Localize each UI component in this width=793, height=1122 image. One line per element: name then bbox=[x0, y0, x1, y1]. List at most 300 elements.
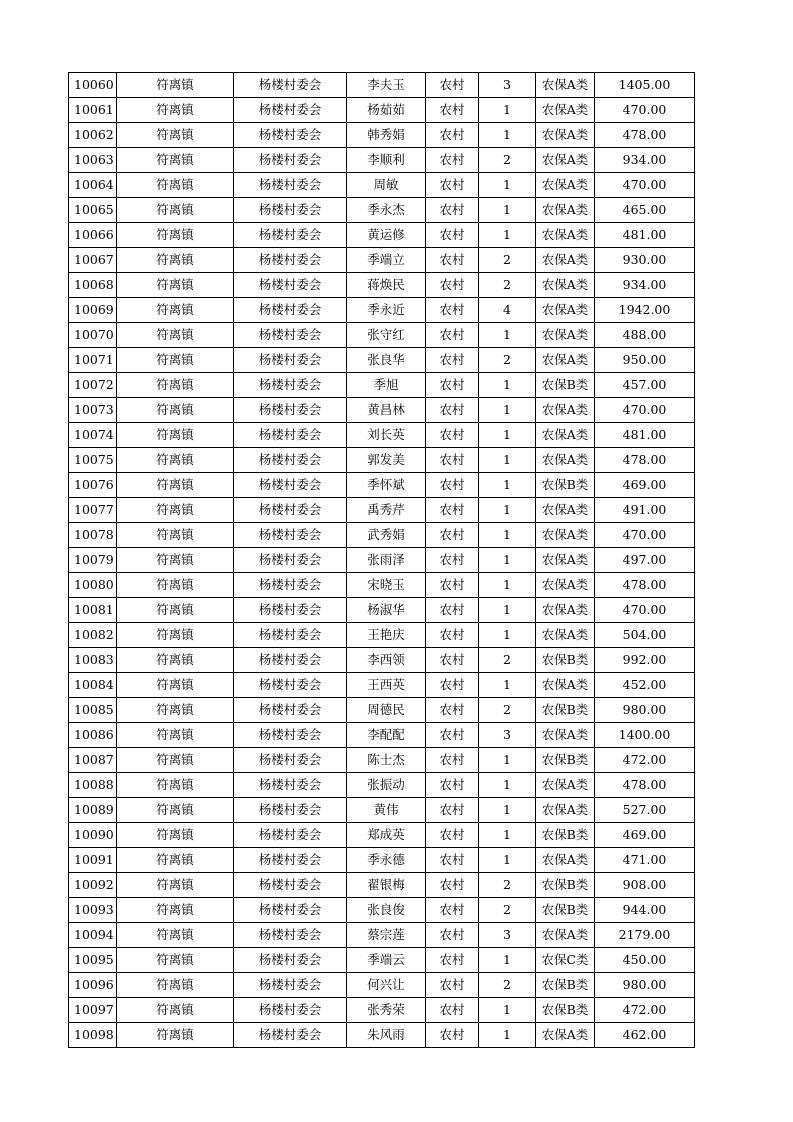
household-size-cell: 2 bbox=[479, 898, 536, 923]
name-cell: 黄运修 bbox=[347, 223, 426, 248]
town-cell: 符离镇 bbox=[117, 448, 234, 473]
amount-cell: 469.00 bbox=[595, 823, 695, 848]
record-id-cell: 10090 bbox=[69, 823, 117, 848]
record-id-cell: 10088 bbox=[69, 773, 117, 798]
amount-cell: 457.00 bbox=[595, 373, 695, 398]
table-body bbox=[69, 73, 695, 1048]
name-cell: 武秀娟 bbox=[347, 523, 426, 548]
name-cell: 朱风雨 bbox=[347, 1023, 426, 1048]
household-size-cell: 1 bbox=[479, 373, 536, 398]
record-id-cell: 10075 bbox=[69, 448, 117, 473]
name-cell: 宋晓玉 bbox=[347, 573, 426, 598]
insurance-category-cell: 农保B类 bbox=[536, 998, 595, 1023]
town-cell: 符离镇 bbox=[117, 773, 234, 798]
area-type-cell: 农村 bbox=[426, 773, 479, 798]
name-cell: 陈士杰 bbox=[347, 748, 426, 773]
town-cell: 符离镇 bbox=[117, 623, 234, 648]
area-type-cell: 农村 bbox=[426, 548, 479, 573]
village-committee-cell: 杨楼村委会 bbox=[234, 973, 347, 998]
insurance-category-cell: 农保A类 bbox=[536, 798, 595, 823]
village-committee-cell: 杨楼村委会 bbox=[234, 373, 347, 398]
area-type-cell: 农村 bbox=[426, 248, 479, 273]
village-committee-cell: 杨楼村委会 bbox=[234, 898, 347, 923]
town-cell: 符离镇 bbox=[117, 548, 234, 573]
record-id-cell: 10089 bbox=[69, 798, 117, 823]
amount-cell: 934.00 bbox=[595, 148, 695, 173]
amount-cell: 470.00 bbox=[595, 598, 695, 623]
village-committee-cell: 杨楼村委会 bbox=[234, 548, 347, 573]
table-row bbox=[69, 148, 695, 173]
record-id-cell: 10065 bbox=[69, 198, 117, 223]
amount-cell: 470.00 bbox=[595, 98, 695, 123]
town-cell: 符离镇 bbox=[117, 998, 234, 1023]
amount-cell: 470.00 bbox=[595, 398, 695, 423]
village-committee-cell: 杨楼村委会 bbox=[234, 223, 347, 248]
village-committee-cell: 杨楼村委会 bbox=[234, 523, 347, 548]
table-row bbox=[69, 623, 695, 648]
amount-cell: 1942.00 bbox=[595, 298, 695, 323]
amount-cell: 504.00 bbox=[595, 623, 695, 648]
table-row bbox=[69, 298, 695, 323]
record-id-cell: 10064 bbox=[69, 173, 117, 198]
amount-cell: 450.00 bbox=[595, 948, 695, 973]
village-committee-cell: 杨楼村委会 bbox=[234, 773, 347, 798]
town-cell: 符离镇 bbox=[117, 598, 234, 623]
insurance-category-cell: 农保A类 bbox=[536, 848, 595, 873]
amount-cell: 944.00 bbox=[595, 898, 695, 923]
record-id-cell: 10070 bbox=[69, 323, 117, 348]
name-cell: 张守红 bbox=[347, 323, 426, 348]
village-committee-cell: 杨楼村委会 bbox=[234, 423, 347, 448]
amount-cell: 934.00 bbox=[595, 273, 695, 298]
insurance-category-cell: 农保A类 bbox=[536, 448, 595, 473]
name-cell: 季端云 bbox=[347, 948, 426, 973]
household-size-cell: 1 bbox=[479, 1023, 536, 1048]
table-row bbox=[69, 573, 695, 598]
town-cell: 符离镇 bbox=[117, 198, 234, 223]
insurance-category-cell: 农保B类 bbox=[536, 373, 595, 398]
village-committee-cell: 杨楼村委会 bbox=[234, 723, 347, 748]
household-size-cell: 1 bbox=[479, 573, 536, 598]
household-size-cell: 3 bbox=[479, 73, 536, 98]
village-committee-cell: 杨楼村委会 bbox=[234, 98, 347, 123]
town-cell: 符离镇 bbox=[117, 823, 234, 848]
insurance-category-cell: 农保A类 bbox=[536, 123, 595, 148]
area-type-cell: 农村 bbox=[426, 923, 479, 948]
town-cell: 符离镇 bbox=[117, 473, 234, 498]
amount-cell: 497.00 bbox=[595, 548, 695, 573]
village-committee-cell: 杨楼村委会 bbox=[234, 473, 347, 498]
record-id-cell: 10068 bbox=[69, 273, 117, 298]
table-row bbox=[69, 348, 695, 373]
insurance-category-cell: 农保A类 bbox=[536, 348, 595, 373]
town-cell: 符离镇 bbox=[117, 798, 234, 823]
household-size-cell: 2 bbox=[479, 873, 536, 898]
area-type-cell: 农村 bbox=[426, 448, 479, 473]
area-type-cell: 农村 bbox=[426, 298, 479, 323]
name-cell: 李夫玉 bbox=[347, 73, 426, 98]
table-row bbox=[69, 498, 695, 523]
town-cell: 符离镇 bbox=[117, 648, 234, 673]
area-type-cell: 农村 bbox=[426, 698, 479, 723]
area-type-cell: 农村 bbox=[426, 898, 479, 923]
name-cell: 王西英 bbox=[347, 673, 426, 698]
amount-cell: 470.00 bbox=[595, 523, 695, 548]
name-cell: 李西领 bbox=[347, 648, 426, 673]
insurance-category-cell: 农保A类 bbox=[536, 198, 595, 223]
area-type-cell: 农村 bbox=[426, 623, 479, 648]
table-row bbox=[69, 98, 695, 123]
area-type-cell: 农村 bbox=[426, 398, 479, 423]
village-committee-cell: 杨楼村委会 bbox=[234, 648, 347, 673]
household-size-cell: 1 bbox=[479, 173, 536, 198]
insurance-category-cell: 农保A类 bbox=[536, 73, 595, 98]
village-committee-cell: 杨楼村委会 bbox=[234, 848, 347, 873]
household-size-cell: 1 bbox=[479, 673, 536, 698]
town-cell: 符离镇 bbox=[117, 848, 234, 873]
record-id-cell: 10069 bbox=[69, 298, 117, 323]
name-cell: 蒋焕民 bbox=[347, 273, 426, 298]
record-id-cell: 10060 bbox=[69, 73, 117, 98]
name-cell: 杨淑华 bbox=[347, 598, 426, 623]
name-cell: 季永近 bbox=[347, 298, 426, 323]
table-row bbox=[69, 473, 695, 498]
insurance-category-cell: 农保A类 bbox=[536, 248, 595, 273]
town-cell: 符离镇 bbox=[117, 348, 234, 373]
town-cell: 符离镇 bbox=[117, 523, 234, 548]
name-cell: 韩秀娟 bbox=[347, 123, 426, 148]
insurance-category-cell: 农保A类 bbox=[536, 273, 595, 298]
table-row bbox=[69, 823, 695, 848]
name-cell: 周德民 bbox=[347, 698, 426, 723]
table-row bbox=[69, 873, 695, 898]
insurance-category-cell: 农保A类 bbox=[536, 1023, 595, 1048]
insurance-category-cell: 农保A类 bbox=[536, 323, 595, 348]
table-row bbox=[69, 898, 695, 923]
record-id-cell: 10086 bbox=[69, 723, 117, 748]
insurance-category-cell: 农保B类 bbox=[536, 973, 595, 998]
household-size-cell: 1 bbox=[479, 823, 536, 848]
record-id-cell: 10093 bbox=[69, 898, 117, 923]
town-cell: 符离镇 bbox=[117, 948, 234, 973]
area-type-cell: 农村 bbox=[426, 948, 479, 973]
record-id-cell: 10092 bbox=[69, 873, 117, 898]
record-id-cell: 10078 bbox=[69, 523, 117, 548]
table-row bbox=[69, 848, 695, 873]
village-committee-cell: 杨楼村委会 bbox=[234, 923, 347, 948]
table-row bbox=[69, 548, 695, 573]
town-cell: 符离镇 bbox=[117, 273, 234, 298]
village-committee-cell: 杨楼村委会 bbox=[234, 273, 347, 298]
area-type-cell: 农村 bbox=[426, 973, 479, 998]
table-row bbox=[69, 173, 695, 198]
household-size-cell: 1 bbox=[479, 123, 536, 148]
table-row bbox=[69, 373, 695, 398]
household-size-cell: 2 bbox=[479, 148, 536, 173]
table-row bbox=[69, 748, 695, 773]
household-size-cell: 1 bbox=[479, 748, 536, 773]
household-size-cell: 1 bbox=[479, 623, 536, 648]
insurance-category-cell: 农保B类 bbox=[536, 898, 595, 923]
area-type-cell: 农村 bbox=[426, 73, 479, 98]
area-type-cell: 农村 bbox=[426, 673, 479, 698]
town-cell: 符离镇 bbox=[117, 698, 234, 723]
insurance-category-cell: 农保A类 bbox=[536, 173, 595, 198]
table-row bbox=[69, 73, 695, 98]
record-id-cell: 10094 bbox=[69, 923, 117, 948]
area-type-cell: 农村 bbox=[426, 848, 479, 873]
household-size-cell: 1 bbox=[479, 998, 536, 1023]
record-id-cell: 10080 bbox=[69, 573, 117, 598]
village-committee-cell: 杨楼村委会 bbox=[234, 673, 347, 698]
amount-cell: 478.00 bbox=[595, 448, 695, 473]
record-id-cell: 10072 bbox=[69, 373, 117, 398]
village-committee-cell: 杨楼村委会 bbox=[234, 298, 347, 323]
insurance-category-cell: 农保A类 bbox=[536, 548, 595, 573]
table-row bbox=[69, 448, 695, 473]
household-size-cell: 2 bbox=[479, 973, 536, 998]
table-row bbox=[69, 673, 695, 698]
household-size-cell: 2 bbox=[479, 648, 536, 673]
record-id-cell: 10067 bbox=[69, 248, 117, 273]
table-row bbox=[69, 198, 695, 223]
area-type-cell: 农村 bbox=[426, 473, 479, 498]
table-row bbox=[69, 523, 695, 548]
record-id-cell: 10073 bbox=[69, 398, 117, 423]
table-row bbox=[69, 273, 695, 298]
amount-cell: 478.00 bbox=[595, 573, 695, 598]
area-type-cell: 农村 bbox=[426, 373, 479, 398]
town-cell: 符离镇 bbox=[117, 123, 234, 148]
area-type-cell: 农村 bbox=[426, 98, 479, 123]
area-type-cell: 农村 bbox=[426, 273, 479, 298]
town-cell: 符离镇 bbox=[117, 573, 234, 598]
household-size-cell: 1 bbox=[479, 598, 536, 623]
amount-cell: 1405.00 bbox=[595, 73, 695, 98]
table-row bbox=[69, 248, 695, 273]
area-type-cell: 农村 bbox=[426, 423, 479, 448]
village-committee-cell: 杨楼村委会 bbox=[234, 323, 347, 348]
town-cell: 符离镇 bbox=[117, 298, 234, 323]
area-type-cell: 农村 bbox=[426, 1023, 479, 1048]
amount-cell: 491.00 bbox=[595, 498, 695, 523]
record-id-cell: 10083 bbox=[69, 648, 117, 673]
area-type-cell: 农村 bbox=[426, 173, 479, 198]
insurance-category-cell: 农保B类 bbox=[536, 873, 595, 898]
household-size-cell: 1 bbox=[479, 548, 536, 573]
amount-cell: 488.00 bbox=[595, 323, 695, 348]
record-id-cell: 10087 bbox=[69, 748, 117, 773]
insurance-category-cell: 农保A类 bbox=[536, 598, 595, 623]
record-id-cell: 10097 bbox=[69, 998, 117, 1023]
amount-cell: 980.00 bbox=[595, 698, 695, 723]
name-cell: 张良俊 bbox=[347, 898, 426, 923]
area-type-cell: 农村 bbox=[426, 123, 479, 148]
household-size-cell: 2 bbox=[479, 273, 536, 298]
village-committee-cell: 杨楼村委会 bbox=[234, 873, 347, 898]
name-cell: 季怀斌 bbox=[347, 473, 426, 498]
name-cell: 季旭 bbox=[347, 373, 426, 398]
record-id-cell: 10098 bbox=[69, 1023, 117, 1048]
insurance-category-cell: 农保A类 bbox=[536, 573, 595, 598]
household-size-cell: 1 bbox=[479, 398, 536, 423]
table-row bbox=[69, 698, 695, 723]
village-committee-cell: 杨楼村委会 bbox=[234, 1023, 347, 1048]
record-id-cell: 10096 bbox=[69, 973, 117, 998]
record-id-cell: 10079 bbox=[69, 548, 117, 573]
amount-cell: 472.00 bbox=[595, 998, 695, 1023]
village-committee-cell: 杨楼村委会 bbox=[234, 598, 347, 623]
area-type-cell: 农村 bbox=[426, 348, 479, 373]
area-type-cell: 农村 bbox=[426, 648, 479, 673]
village-committee-cell: 杨楼村委会 bbox=[234, 823, 347, 848]
household-size-cell: 1 bbox=[479, 773, 536, 798]
amount-cell: 478.00 bbox=[595, 123, 695, 148]
amount-cell: 481.00 bbox=[595, 423, 695, 448]
area-type-cell: 农村 bbox=[426, 873, 479, 898]
village-committee-cell: 杨楼村委会 bbox=[234, 123, 347, 148]
amount-cell: 472.00 bbox=[595, 748, 695, 773]
name-cell: 蔡宗莲 bbox=[347, 923, 426, 948]
name-cell: 季永杰 bbox=[347, 198, 426, 223]
name-cell: 郑成英 bbox=[347, 823, 426, 848]
name-cell: 李配配 bbox=[347, 723, 426, 748]
household-size-cell: 2 bbox=[479, 698, 536, 723]
relief-roster-table bbox=[68, 72, 695, 1048]
amount-cell: 462.00 bbox=[595, 1023, 695, 1048]
area-type-cell: 农村 bbox=[426, 573, 479, 598]
household-size-cell: 3 bbox=[479, 923, 536, 948]
area-type-cell: 农村 bbox=[426, 223, 479, 248]
household-size-cell: 1 bbox=[479, 948, 536, 973]
town-cell: 符离镇 bbox=[117, 98, 234, 123]
insurance-category-cell: 农保A类 bbox=[536, 398, 595, 423]
table-row bbox=[69, 773, 695, 798]
record-id-cell: 10082 bbox=[69, 623, 117, 648]
insurance-category-cell: 农保A类 bbox=[536, 673, 595, 698]
area-type-cell: 农村 bbox=[426, 998, 479, 1023]
town-cell: 符离镇 bbox=[117, 223, 234, 248]
town-cell: 符离镇 bbox=[117, 148, 234, 173]
record-id-cell: 10076 bbox=[69, 473, 117, 498]
amount-cell: 930.00 bbox=[595, 248, 695, 273]
town-cell: 符离镇 bbox=[117, 973, 234, 998]
amount-cell: 980.00 bbox=[595, 973, 695, 998]
amount-cell: 1400.00 bbox=[595, 723, 695, 748]
household-size-cell: 4 bbox=[479, 298, 536, 323]
insurance-category-cell: 农保A类 bbox=[536, 623, 595, 648]
village-committee-cell: 杨楼村委会 bbox=[234, 948, 347, 973]
amount-cell: 478.00 bbox=[595, 773, 695, 798]
insurance-category-cell: 农保B类 bbox=[536, 748, 595, 773]
town-cell: 符离镇 bbox=[117, 323, 234, 348]
village-committee-cell: 杨楼村委会 bbox=[234, 748, 347, 773]
town-cell: 符离镇 bbox=[117, 748, 234, 773]
insurance-category-cell: 农保A类 bbox=[536, 723, 595, 748]
town-cell: 符离镇 bbox=[117, 73, 234, 98]
area-type-cell: 农村 bbox=[426, 748, 479, 773]
insurance-category-cell: 农保A类 bbox=[536, 298, 595, 323]
record-id-cell: 10063 bbox=[69, 148, 117, 173]
household-size-cell: 1 bbox=[479, 223, 536, 248]
household-size-cell: 1 bbox=[479, 498, 536, 523]
name-cell: 周敏 bbox=[347, 173, 426, 198]
insurance-category-cell: 农保A类 bbox=[536, 423, 595, 448]
town-cell: 符离镇 bbox=[117, 398, 234, 423]
insurance-category-cell: 农保B类 bbox=[536, 823, 595, 848]
record-id-cell: 10066 bbox=[69, 223, 117, 248]
amount-cell: 908.00 bbox=[595, 873, 695, 898]
household-size-cell: 1 bbox=[479, 798, 536, 823]
table-row bbox=[69, 648, 695, 673]
table-row bbox=[69, 323, 695, 348]
amount-cell: 2179.00 bbox=[595, 923, 695, 948]
village-committee-cell: 杨楼村委会 bbox=[234, 998, 347, 1023]
village-committee-cell: 杨楼村委会 bbox=[234, 198, 347, 223]
name-cell: 杨茹茹 bbox=[347, 98, 426, 123]
table-row bbox=[69, 123, 695, 148]
name-cell: 黄昌林 bbox=[347, 398, 426, 423]
record-id-cell: 10071 bbox=[69, 348, 117, 373]
area-type-cell: 农村 bbox=[426, 523, 479, 548]
household-size-cell: 1 bbox=[479, 198, 536, 223]
record-id-cell: 10091 bbox=[69, 848, 117, 873]
town-cell: 符离镇 bbox=[117, 173, 234, 198]
area-type-cell: 农村 bbox=[426, 498, 479, 523]
area-type-cell: 农村 bbox=[426, 823, 479, 848]
name-cell: 黄伟 bbox=[347, 798, 426, 823]
amount-cell: 481.00 bbox=[595, 223, 695, 248]
record-id-cell: 10062 bbox=[69, 123, 117, 148]
household-size-cell: 1 bbox=[479, 448, 536, 473]
amount-cell: 470.00 bbox=[595, 173, 695, 198]
town-cell: 符离镇 bbox=[117, 248, 234, 273]
town-cell: 符离镇 bbox=[117, 898, 234, 923]
town-cell: 符离镇 bbox=[117, 373, 234, 398]
table-row bbox=[69, 398, 695, 423]
insurance-category-cell: 农保A类 bbox=[536, 148, 595, 173]
village-committee-cell: 杨楼村委会 bbox=[234, 498, 347, 523]
record-id-cell: 10061 bbox=[69, 98, 117, 123]
record-id-cell: 10084 bbox=[69, 673, 117, 698]
town-cell: 符离镇 bbox=[117, 423, 234, 448]
town-cell: 符离镇 bbox=[117, 723, 234, 748]
village-committee-cell: 杨楼村委会 bbox=[234, 398, 347, 423]
village-committee-cell: 杨楼村委会 bbox=[234, 348, 347, 373]
record-id-cell: 10095 bbox=[69, 948, 117, 973]
town-cell: 符离镇 bbox=[117, 873, 234, 898]
table-row bbox=[69, 973, 695, 998]
table-row bbox=[69, 798, 695, 823]
amount-cell: 527.00 bbox=[595, 798, 695, 823]
name-cell: 禹秀芹 bbox=[347, 498, 426, 523]
amount-cell: 992.00 bbox=[595, 648, 695, 673]
name-cell: 张良华 bbox=[347, 348, 426, 373]
village-committee-cell: 杨楼村委会 bbox=[234, 573, 347, 598]
household-size-cell: 3 bbox=[479, 723, 536, 748]
village-committee-cell: 杨楼村委会 bbox=[234, 148, 347, 173]
table-row bbox=[69, 948, 695, 973]
town-cell: 符离镇 bbox=[117, 673, 234, 698]
village-committee-cell: 杨楼村委会 bbox=[234, 698, 347, 723]
household-size-cell: 1 bbox=[479, 848, 536, 873]
area-type-cell: 农村 bbox=[426, 148, 479, 173]
record-id-cell: 10077 bbox=[69, 498, 117, 523]
table-row bbox=[69, 1023, 695, 1048]
area-type-cell: 农村 bbox=[426, 598, 479, 623]
name-cell: 王艳庆 bbox=[347, 623, 426, 648]
record-id-cell: 10074 bbox=[69, 423, 117, 448]
